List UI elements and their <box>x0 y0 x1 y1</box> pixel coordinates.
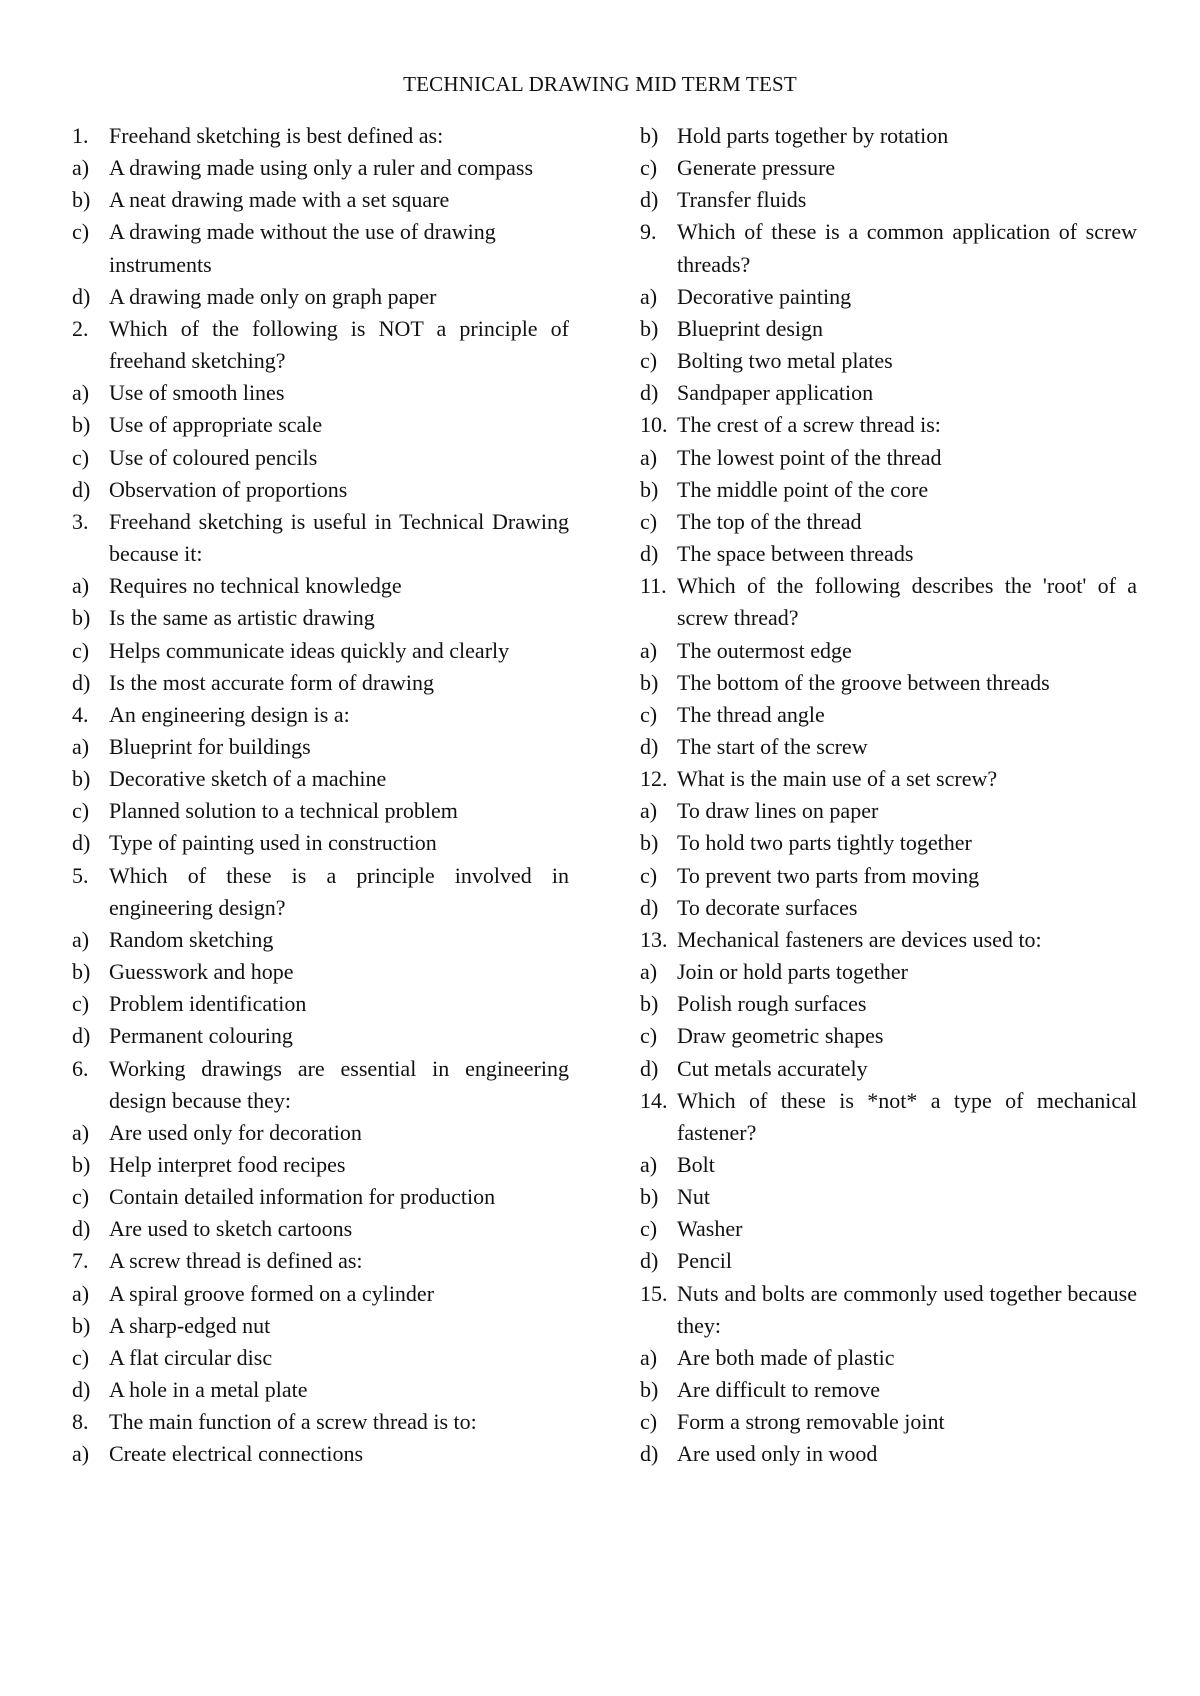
question-number: 1. <box>72 123 89 148</box>
option-text: A sharp-edged nut <box>109 1312 271 1338</box>
option-text: Bolting two metal plates <box>677 348 893 374</box>
option-text: A flat circular disc <box>109 1344 273 1370</box>
option-text: The top of the thread <box>677 508 862 534</box>
answer-option <box>72 1310 569 1342</box>
question-number: 12. <box>640 766 668 792</box>
option-letter: a) <box>72 573 90 599</box>
question-item <box>72 699 569 731</box>
question-text: An engineering design is a: <box>109 701 350 727</box>
option-text: Nut <box>677 1184 710 1210</box>
question-text: Which of these is a principle involved in engineering design? <box>109 862 569 920</box>
question-number: 10. <box>640 412 668 438</box>
answer-option <box>72 667 569 699</box>
option-text: Use of appropriate scale <box>109 412 323 438</box>
option-text: The thread angle <box>677 701 825 727</box>
option-text: The bottom of the groove between threads <box>677 669 1050 695</box>
question-number: 8. <box>72 1409 89 1435</box>
option-letter: a) <box>640 798 658 824</box>
option-text: Use of smooth lines <box>109 380 285 406</box>
answer-option <box>640 1245 1137 1277</box>
option-text: Generate pressure <box>677 155 836 181</box>
answer-option <box>640 795 1137 827</box>
question-number: 4. <box>72 701 89 727</box>
question-item <box>640 216 1137 280</box>
answer-option <box>72 1278 569 1310</box>
answer-option <box>640 1149 1137 1181</box>
question-text: Working drawings are essential in engineering design because they: <box>109 1055 569 1113</box>
answer-option <box>72 795 569 827</box>
option-text: The outermost edge <box>677 637 852 663</box>
option-text: Hold parts together by rotation <box>677 123 949 148</box>
option-text: To decorate surfaces <box>677 894 858 920</box>
option-text: Requires no technical knowledge <box>109 573 402 599</box>
option-letter: b) <box>640 830 659 856</box>
answer-option <box>640 1374 1137 1406</box>
answer-option <box>640 538 1137 570</box>
option-letter: d) <box>72 1216 91 1242</box>
option-text: To hold two parts tightly together <box>677 830 972 856</box>
option-letter: d) <box>72 1023 91 1049</box>
option-text: Form a strong removable joint <box>677 1409 945 1435</box>
answer-option <box>72 1181 569 1213</box>
option-text: Help interpret food recipes <box>109 1152 346 1177</box>
option-letter: b) <box>640 991 659 1017</box>
question-text: Which of these is *not* a type of mechanical fastener? <box>677 1087 1137 1145</box>
option-letter: d) <box>640 1441 659 1467</box>
question-item <box>640 570 1137 634</box>
answer-option <box>72 1117 569 1149</box>
option-letter: a) <box>640 444 658 470</box>
answer-option <box>72 988 569 1020</box>
option-letter: c) <box>72 1344 90 1370</box>
question-item <box>72 1406 569 1438</box>
option-text: Problem identification <box>109 991 307 1017</box>
option-text: Join or hold parts together <box>677 959 908 985</box>
answer-option <box>72 1213 569 1245</box>
answer-option <box>640 1181 1137 1213</box>
option-letter: a) <box>640 637 658 663</box>
question-item <box>640 924 1137 956</box>
option-text: Decorative sketch of a machine <box>109 766 387 792</box>
option-letter: c) <box>72 991 90 1017</box>
answer-option <box>72 570 569 602</box>
answer-option <box>640 345 1137 377</box>
option-text: Type of painting used in construction <box>109 830 437 856</box>
question-item <box>72 1245 569 1277</box>
question-item <box>640 1278 1137 1342</box>
option-text: Are used only for decoration <box>109 1119 362 1145</box>
option-letter: b) <box>72 959 91 985</box>
option-letter: a) <box>72 155 90 181</box>
answer-option <box>640 1213 1137 1245</box>
option-letter: a) <box>640 283 658 309</box>
answer-option <box>640 1053 1137 1085</box>
answer-option <box>72 731 569 763</box>
option-text: The start of the screw <box>677 733 868 759</box>
option-letter: c) <box>640 155 658 181</box>
option-text: Cut metals accurately <box>677 1055 868 1081</box>
option-text: Is the same as artistic drawing <box>109 605 375 631</box>
option-letter: c) <box>72 219 90 245</box>
option-letter: c) <box>640 1216 658 1242</box>
question-item <box>640 763 1137 795</box>
question-item <box>640 1085 1137 1149</box>
option-text: Contain detailed information for production <box>109 1184 496 1210</box>
question-item <box>72 506 569 570</box>
option-text: Create electrical connections <box>109 1441 364 1467</box>
question-number: 2. <box>72 315 89 341</box>
question-item <box>72 120 569 152</box>
answer-option <box>72 1020 569 1052</box>
question-text: The main function of a screw thread is to: <box>109 1409 477 1435</box>
option-text: Washer <box>677 1216 743 1242</box>
option-text: Are used to sketch cartoons <box>109 1216 353 1242</box>
option-letter: d) <box>640 380 659 406</box>
answer-option <box>640 281 1137 313</box>
answer-option <box>72 763 569 795</box>
option-letter: b) <box>72 412 91 438</box>
option-text: Polish rough surfaces <box>677 991 867 1017</box>
option-text: Is the most accurate form of drawing <box>109 669 434 695</box>
option-text: A spiral groove formed on a cylinder <box>109 1280 435 1306</box>
answer-option <box>640 988 1137 1020</box>
option-letter: d) <box>640 541 659 567</box>
option-letter: a) <box>72 1119 90 1145</box>
option-text: Blueprint design <box>677 315 824 341</box>
option-text: Observation of proportions <box>109 476 348 502</box>
question-number: 13. <box>640 926 668 952</box>
answer-option <box>640 1438 1137 1470</box>
answer-option <box>72 1342 569 1374</box>
answer-option <box>640 1406 1137 1438</box>
option-text: Sandpaper application <box>677 380 874 406</box>
option-letter: d) <box>72 1377 91 1403</box>
option-letter: a) <box>72 1280 90 1306</box>
option-letter: c) <box>72 444 90 470</box>
option-letter: c) <box>640 1409 658 1435</box>
option-text: A drawing made using only a ruler and compass <box>109 155 534 181</box>
answer-option <box>640 892 1137 924</box>
answer-option <box>72 281 569 313</box>
answer-option <box>72 1149 569 1181</box>
option-letter: b) <box>640 476 659 502</box>
option-letter: c) <box>640 1023 658 1049</box>
option-text: Decorative painting <box>677 283 852 309</box>
answer-option <box>640 956 1137 988</box>
answer-option <box>640 860 1137 892</box>
question-text: Freehand sketching is best defined as: <box>109 123 444 148</box>
option-letter: c) <box>72 798 90 824</box>
answer-option <box>640 474 1137 506</box>
answer-option <box>72 184 569 216</box>
left-column <box>72 120 569 1471</box>
answer-option <box>640 699 1137 731</box>
option-text: Use of coloured pencils <box>109 444 318 470</box>
right-column <box>640 120 1137 1471</box>
question-text: A screw thread is defined as: <box>109 1248 363 1274</box>
question-item <box>72 860 569 924</box>
answer-option <box>72 216 569 280</box>
answer-option <box>640 313 1137 345</box>
question-number: 11. <box>640 573 667 599</box>
option-text: Bolt <box>677 1152 715 1177</box>
answer-option <box>72 1438 569 1470</box>
option-letter: a) <box>72 1441 90 1467</box>
option-text: Are used only in wood <box>677 1441 878 1467</box>
answer-option <box>640 184 1137 216</box>
option-letter: b) <box>72 187 91 213</box>
option-letter: d) <box>640 733 659 759</box>
question-text: Nuts and bolts are commonly used together because they: <box>677 1280 1137 1338</box>
option-letter: b) <box>640 669 659 695</box>
option-text: Planned solution to a technical problem <box>109 798 458 824</box>
answer-option <box>72 409 569 441</box>
option-letter: b) <box>640 1184 659 1210</box>
question-text: Which of the following describes the 'root' of a screw thread? <box>677 573 1137 631</box>
option-letter: b) <box>640 1377 659 1403</box>
option-letter: d) <box>640 1248 659 1274</box>
question-number: 6. <box>72 1055 89 1081</box>
question-number: 15. <box>640 1280 668 1306</box>
option-letter: d) <box>72 476 91 502</box>
answer-option <box>640 1020 1137 1052</box>
option-text: A drawing made only on graph paper <box>109 283 437 309</box>
option-text: The lowest point of the thread <box>677 444 942 470</box>
answer-option <box>640 152 1137 184</box>
option-letter: c) <box>640 508 658 534</box>
option-letter: b) <box>640 315 659 341</box>
answer-option <box>72 377 569 409</box>
question-number: 14. <box>640 1087 668 1113</box>
option-text: A drawing made without the use of drawing instruments <box>109 219 496 277</box>
answer-option <box>72 602 569 634</box>
option-letter: d) <box>640 1055 659 1081</box>
question-number: 7. <box>72 1248 89 1274</box>
option-letter: a) <box>72 926 90 952</box>
answer-option <box>640 377 1137 409</box>
question-text: Which of the following is NOT a principle of freehand sketching? <box>109 315 569 374</box>
answer-option <box>640 635 1137 667</box>
page-title: TECHNICAL DRAWING MID TERM TEST <box>403 72 797 96</box>
option-letter: c) <box>72 637 90 663</box>
answer-option <box>640 667 1137 699</box>
option-text: The space between threads <box>677 541 914 567</box>
answer-option <box>72 924 569 956</box>
option-letter: b) <box>72 1152 91 1177</box>
option-text: A neat drawing made with a set square <box>109 187 450 213</box>
option-letter: b) <box>640 123 659 148</box>
question-text: Which of these is a common application of screw threads? <box>677 219 1137 277</box>
option-letter: d) <box>72 830 91 856</box>
answer-option <box>72 956 569 988</box>
answer-option <box>72 635 569 667</box>
option-text: To draw lines on paper <box>677 798 879 824</box>
option-text: Are difficult to remove <box>677 1377 881 1403</box>
option-letter: c) <box>72 1184 90 1210</box>
question-number: 3. <box>72 508 89 534</box>
option-text: Permanent colouring <box>109 1023 293 1049</box>
option-text: Random sketching <box>109 926 274 952</box>
option-text: Transfer fluids <box>677 187 807 213</box>
answer-option <box>72 474 569 506</box>
option-letter: a) <box>72 733 90 759</box>
option-letter: a) <box>72 380 90 406</box>
option-text: To prevent two parts from moving <box>677 862 980 888</box>
answer-option <box>640 731 1137 763</box>
question-item <box>640 409 1137 441</box>
option-letter: b) <box>72 605 91 631</box>
answer-option <box>72 442 569 474</box>
option-text: A hole in a metal plate <box>109 1377 308 1403</box>
answer-option <box>72 1374 569 1406</box>
option-text: Guesswork and hope <box>109 959 294 985</box>
answer-option <box>72 827 569 859</box>
option-letter: d) <box>72 283 91 309</box>
option-letter: a) <box>640 1344 658 1370</box>
option-letter: c) <box>640 862 658 888</box>
option-letter: d) <box>72 669 91 695</box>
option-letter: b) <box>72 766 91 792</box>
option-letter: d) <box>640 187 659 213</box>
option-letter: a) <box>640 1152 658 1177</box>
answer-option <box>640 506 1137 538</box>
option-text: Pencil <box>677 1248 732 1274</box>
answer-option <box>640 827 1137 859</box>
question-number: 9. <box>640 219 657 245</box>
option-letter: b) <box>72 1312 91 1338</box>
answer-option <box>640 1342 1137 1374</box>
question-item <box>72 313 569 377</box>
question-number: 5. <box>72 862 89 888</box>
question-text: The crest of a screw thread is: <box>677 412 941 438</box>
question-text: What is the main use of a set screw? <box>677 766 998 792</box>
option-letter: c) <box>640 348 658 374</box>
option-text: Helps communicate ideas quickly and clearly <box>109 637 510 663</box>
option-text: Draw geometric shapes <box>677 1023 884 1049</box>
option-letter: d) <box>640 894 659 920</box>
option-text: The middle point of the core <box>677 476 929 502</box>
option-text: Blueprint for buildings <box>109 733 311 759</box>
option-text: Are both made of plastic <box>677 1344 895 1370</box>
answer-option <box>640 120 1137 152</box>
question-text: Freehand sketching is useful in Technical Drawing because it: <box>109 508 569 567</box>
question-text: Mechanical fasteners are devices used to: <box>677 926 1042 952</box>
question-item <box>72 1053 569 1117</box>
option-letter: a) <box>640 959 658 985</box>
option-letter: c) <box>640 701 658 727</box>
answer-option <box>640 442 1137 474</box>
answer-option <box>72 152 569 184</box>
